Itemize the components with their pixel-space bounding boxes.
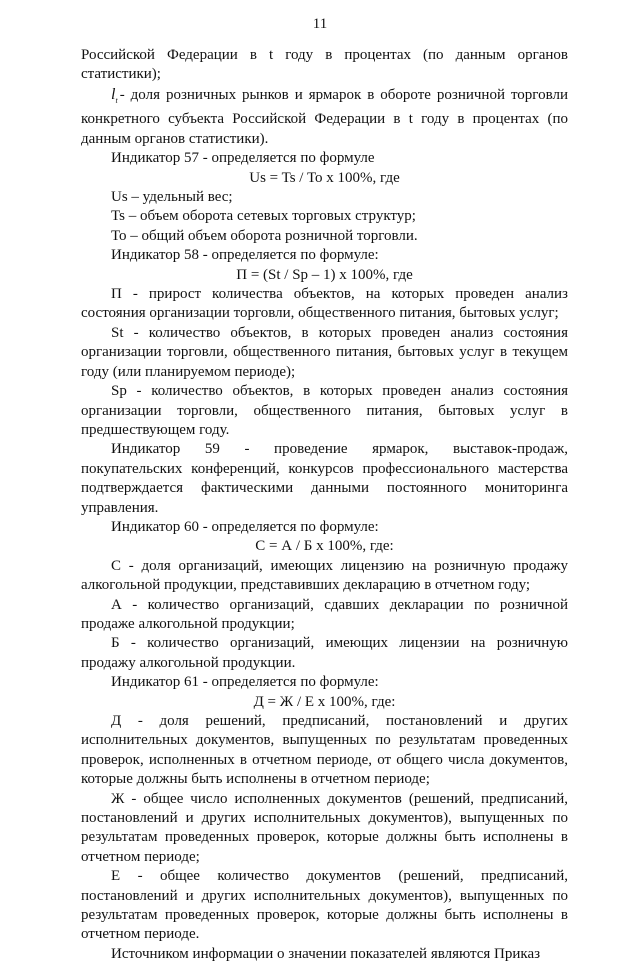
formula: Д = Ж / Е х 100%, где: <box>253 693 396 710</box>
document-body <box>81 46 568 964</box>
paragraph: П - прирост количества объектов, на которых проведен анализ состояния организации торговли, общественного питания, бытовых услуг; <box>81 286 568 322</box>
paragraph-text: - доля розничных рынков и ярмарок в обороте розничной торговли конкретного субъекта Российской Федерации в t году в процентах (по данным органов статистики). <box>81 86 568 147</box>
page-number: 11 <box>312 16 328 32</box>
formula: С = А / Б х 100%, где: <box>255 538 394 555</box>
paragraph: Us – удельный вес; <box>111 189 233 206</box>
paragraph: Е - общее количество документов (решений, предписаний, постановлений и других исполнительных документов), выпущенных по результатам проведенных проверок, которые должны быть исполнены в отчетном периоде. <box>81 868 568 943</box>
paragraph: С - доля организаций, имеющих лицензию на розничную продажу алкогольной продукции, представивших декларацию в отчетном году; <box>81 557 568 594</box>
formula: П = (St / Sp – 1) x 100%, где <box>236 266 413 283</box>
paragraph: Индикатор 57 - определяется по формуле <box>111 150 375 167</box>
paragraph-lt-definition <box>81 85 568 149</box>
paragraph: Индикатор 60 - определяется по формуле: <box>111 518 379 535</box>
paragraph: То – общий объем оборота розничной торговли. <box>111 227 418 244</box>
paragraph: Российской Федерации в t году в процентах (по данным органов статистики); <box>81 47 568 83</box>
paragraph: Б - количество организаций, имеющих лицензии на розничную продажу алкогольной продукции. <box>81 635 568 671</box>
formula: Us = Ts / To x 100%, где <box>249 169 400 186</box>
paragraph: Ж - общее число исполненных документов (решений, предписаний, постановлений и других исполнительных документов), выпущенных по результатам проведенных проверок, которые должны быть исполнены в отчетном периоде; <box>81 790 568 865</box>
paragraph: Индикатор 59 - проведение ярмарок, выставок-продаж, покупательских конференций, конкурсов профессионального мастерства подтверждается фактическими данными постоянного мониторинга управления. <box>81 441 568 516</box>
lt-symbol-icon: $l_t$ <box>111 85 118 105</box>
paragraph: Д - доля решений, предписаний, постановлений и других исполнительных документов, выпущенных по результатам проведенных проверок, исполненных в отчетном периоде, от общего числа документов, которые должны быть исполнены в отчетном периоде; <box>81 713 568 788</box>
paragraph: Источником информации о значении показателей являются Приказ <box>111 945 541 962</box>
paragraph: Sp - количество объектов, в которых проведен анализ состояния организации торговли, общественного питания, бытовых услуг в предшествующем году. <box>81 383 568 438</box>
paragraph: Индикатор 58 - определяется по формуле: <box>111 247 379 264</box>
paragraph: St - количество объектов, в которых проведен анализ состояния организации торговли, общественного питания, бытовых услуг в текущем году (или планируемом периоде); <box>81 324 568 380</box>
paragraph: Индикатор 61 - определяется по формуле: <box>111 674 379 691</box>
paragraph: Ts – объем оборота сетевых торговых структур; <box>111 208 416 225</box>
paragraph: А - количество организаций, сдавших декларации по розничной продаже алкогольной продукции; <box>81 596 568 632</box>
